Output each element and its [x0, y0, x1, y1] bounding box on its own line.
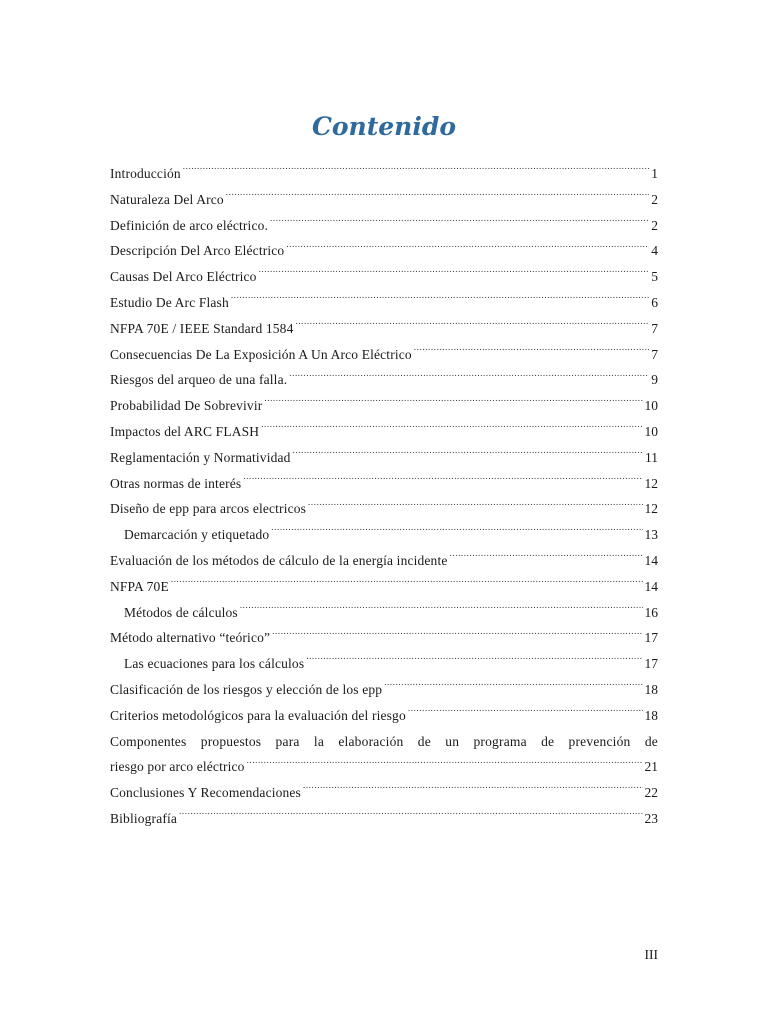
- toc-entry[interactable]: [110, 264, 658, 290]
- toc-entry-label: NFPA 70E / IEEE Standard 1584: [110, 320, 294, 336]
- toc-entry-page: 10: [644, 423, 658, 439]
- toc-entry[interactable]: [110, 496, 658, 522]
- toc-entry[interactable]: [110, 393, 658, 419]
- toc-entry-word: prevención: [568, 733, 631, 749]
- toc-leader-dots: [408, 706, 643, 720]
- toc-leader-dots: [286, 242, 649, 256]
- toc-entry-label: Conclusiones Y Recomendaciones: [110, 785, 301, 801]
- toc-entry[interactable]: [110, 574, 658, 600]
- toc-entry-label: Estudio De Arc Flash: [110, 294, 229, 310]
- toc-entry-label: Método alternativo “teórico”: [110, 630, 271, 646]
- toc-entry-page: 4: [651, 243, 658, 259]
- toc-leader-dots: [306, 655, 642, 669]
- toc-entry-page: 17: [644, 656, 658, 672]
- toc-entry-label: Causas Del Arco Eléctrico: [110, 269, 257, 285]
- toc-entry-page: 14: [644, 552, 658, 568]
- toc-entry-word: un: [445, 733, 460, 749]
- toc-entry-page: 17: [644, 630, 658, 646]
- toc-entry-label: Bibliografía: [110, 810, 178, 826]
- toc-leader-dots: [384, 680, 642, 694]
- toc-entry-label: Introducción: [110, 166, 181, 181]
- toc-entry-page: 5: [651, 269, 658, 285]
- toc-leader-dots: [272, 629, 642, 643]
- toc-entry-word: de: [644, 733, 658, 749]
- toc-entry-page: 12: [644, 501, 658, 517]
- toc-entry[interactable]: [110, 238, 658, 264]
- table-of-contents: [110, 161, 658, 832]
- toc-entry-label: Descripción Del Arco Eléctrico: [110, 243, 285, 259]
- toc-entry-word: programa: [473, 733, 527, 749]
- toc-leader-dots: [171, 577, 643, 591]
- toc-entry-label: Definición de arco eléctrico.: [110, 217, 269, 233]
- toc-entry-label-line2: riesgo por arco eléctrico: [110, 759, 245, 775]
- toc-entry-page: 13: [644, 527, 658, 543]
- toc-entry[interactable]: [110, 471, 658, 497]
- toc-entry-page: 2: [651, 191, 658, 207]
- toc-entry-label: Impactos del ARC FLASH: [110, 423, 260, 439]
- toc-entry-label: Diseño de epp para arcos electricos: [110, 501, 307, 517]
- toc-leader-dots: [289, 371, 649, 385]
- toc-title: Contenido: [311, 112, 457, 141]
- toc-entry[interactable]: [110, 290, 658, 316]
- toc-entry[interactable]: [110, 367, 658, 393]
- toc-entry-label: Evaluación de los métodos de cálculo de la energía incidente: [110, 552, 448, 568]
- toc-entry-page: 14: [644, 578, 658, 594]
- toc-leader-dots: [270, 216, 649, 230]
- toc-entry-label: Naturaleza Del Arco: [110, 191, 224, 207]
- toc-entry-label: Clasificación de los riesgos y elección de los epp: [110, 681, 383, 697]
- toc-entry[interactable]: [110, 187, 658, 213]
- toc-leader-dots: [308, 500, 642, 514]
- toc-entry[interactable]: [110, 600, 658, 626]
- toc-leader-dots: [295, 319, 649, 333]
- toc-entry-page: 10: [644, 398, 658, 414]
- toc-entry-page: 7: [651, 320, 658, 336]
- toc-entry-page: 2: [651, 217, 658, 233]
- toc-leader-dots: [293, 448, 643, 462]
- toc-leader-dots: [243, 474, 642, 488]
- toc-entry-label: Las ecuaciones para los cálculos: [124, 656, 305, 672]
- toc-entry-label: Criterios metodológicos para la evaluación del riesgo: [110, 707, 406, 723]
- toc-entry[interactable]: [110, 651, 658, 677]
- toc-leader-dots: [247, 758, 643, 772]
- toc-entry-page: 22: [644, 785, 658, 801]
- toc-entry-page: 12: [644, 475, 658, 491]
- toc-leader-dots: [240, 603, 643, 617]
- toc-entry-page: 21: [644, 759, 658, 775]
- toc-entry-word: de: [541, 733, 555, 749]
- toc-entry-word: de: [417, 733, 431, 749]
- toc-entry-label: Métodos de cálculos: [124, 604, 238, 620]
- toc-leader-dots: [259, 268, 650, 282]
- toc-entry[interactable]: [110, 548, 658, 574]
- toc-entry[interactable]: [110, 677, 658, 703]
- toc-entry-word: para: [275, 733, 300, 749]
- toc-entry-page: 11: [645, 449, 658, 465]
- toc-entry[interactable]: [110, 213, 658, 239]
- toc-entry-page: 7: [651, 346, 658, 362]
- toc-entry-page: 18: [644, 681, 658, 697]
- toc-entry-label: Consecuencias De La Exposición A Un Arco Eléctrico: [110, 346, 412, 362]
- toc-entry-page: 9: [651, 372, 658, 388]
- toc-entry-label: Probabilidad De Sobrevivir: [110, 398, 263, 414]
- toc-entry-label-line1: [110, 729, 658, 755]
- toc-leader-dots: [261, 422, 642, 436]
- page-number: III: [644, 947, 658, 962]
- toc-entry[interactable]: [110, 703, 658, 729]
- toc-entry-page: 23: [644, 810, 658, 826]
- toc-entry-page: 1: [651, 166, 658, 181]
- toc-leader-dots: [271, 526, 642, 540]
- toc-entry[interactable]: [110, 806, 658, 832]
- toc-entry-page: 6: [651, 294, 658, 310]
- toc-entry[interactable]: [110, 522, 658, 548]
- toc-entry-page: 18: [644, 707, 658, 723]
- toc-entry-label: Otras normas de interés: [110, 475, 242, 491]
- toc-leader-dots: [231, 293, 649, 307]
- toc-entry-word: la: [313, 733, 325, 749]
- toc-leader-dots: [226, 190, 649, 204]
- toc-entry-label: NFPA 70E: [110, 578, 169, 594]
- toc-entry[interactable]: [110, 342, 658, 368]
- toc-entry[interactable]: [110, 419, 658, 445]
- toc-leader-dots: [183, 165, 649, 179]
- toc-entry-page: 16: [644, 604, 658, 620]
- toc-leader-dots: [303, 784, 643, 798]
- toc-entry-word: elaboración: [338, 733, 404, 749]
- toc-entry-word: Componentes: [110, 733, 187, 749]
- toc-entry[interactable]: [110, 780, 658, 806]
- toc-entry-label: Demarcación y etiquetado: [124, 527, 270, 543]
- toc-entry-label: Reglamentación y Normatividad: [110, 449, 291, 465]
- toc-entry[interactable]: [110, 445, 658, 471]
- toc-leader-dots: [264, 397, 642, 411]
- toc-entry[interactable]: [110, 161, 658, 187]
- toc-entry-word: propuestos: [200, 733, 262, 749]
- toc-leader-dots: [414, 345, 649, 359]
- toc-entry-label: Riesgos del arqueo de una falla.: [110, 372, 288, 388]
- toc-entry-componentes[interactable]: [110, 729, 658, 781]
- toc-entry[interactable]: [110, 316, 658, 342]
- toc-leader-dots: [179, 809, 642, 823]
- toc-leader-dots: [450, 551, 643, 565]
- toc-entry[interactable]: [110, 625, 658, 651]
